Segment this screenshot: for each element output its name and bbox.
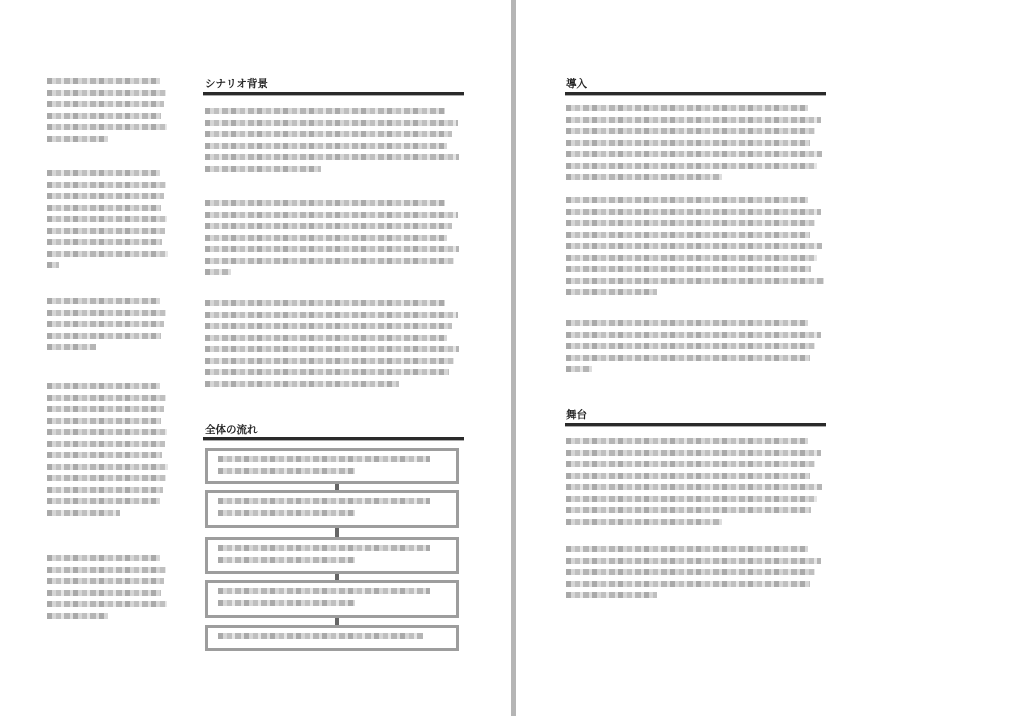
heading-stage: 舞台: [566, 409, 587, 421]
heading-rule: [203, 92, 464, 96]
heading-rule: [565, 423, 826, 427]
blurred-text-line: [566, 592, 657, 598]
blurred-text-line: [47, 601, 167, 607]
blurred-text-line: [566, 128, 815, 134]
blurred-text-line: [47, 452, 162, 458]
blurred-text-line: [566, 496, 817, 502]
blurred-text-line: [47, 113, 161, 119]
flow-step-box: [205, 448, 459, 484]
blurred-text-line: [47, 383, 160, 389]
blurred-text-line: [205, 131, 452, 137]
blurred-text-line: [205, 120, 458, 126]
blurred-text-line: [205, 154, 459, 160]
blurred-text-line: [47, 101, 164, 107]
blurred-text-line: [205, 108, 445, 114]
blurred-text-line: [47, 216, 167, 222]
blurred-text-line: [47, 578, 164, 584]
blurred-text-line: [566, 461, 815, 467]
blurred-text-line: [47, 310, 166, 316]
blurred-text-line: [205, 312, 458, 318]
blurred-text-line: [205, 200, 445, 206]
flow-arrow: [335, 618, 339, 625]
blurred-text-line: [205, 381, 399, 387]
blurred-text-line: [566, 546, 808, 552]
blurred-text-line: [566, 105, 808, 111]
blurred-text-line: [47, 228, 165, 234]
blurred-text-line: [566, 289, 657, 295]
blurred-text-line: [566, 220, 815, 226]
blurred-text-line: [566, 484, 822, 490]
blurred-text-line: [47, 590, 161, 596]
blurred-text-line: [566, 232, 810, 238]
left-page: [0, 0, 511, 716]
blurred-text-line: [566, 209, 821, 215]
blurred-text-line: [47, 344, 96, 350]
blurred-text-line: [218, 557, 355, 563]
flow-step-box: [205, 580, 459, 618]
blurred-text-line: [47, 406, 164, 412]
flow-arrow: [335, 528, 339, 537]
blurred-text-line: [47, 78, 160, 84]
blurred-text-line: [205, 369, 449, 375]
blurred-text-line: [47, 567, 166, 573]
blurred-text-line: [205, 223, 452, 229]
blurred-text-line: [566, 243, 822, 249]
blurred-text-line: [205, 258, 454, 264]
blurred-text-line: [47, 321, 164, 327]
blurred-text-line: [47, 418, 161, 424]
blurred-text-line: [566, 320, 808, 326]
flow-step-box: [205, 537, 459, 574]
blurred-text-line: [47, 90, 166, 96]
blurred-text-line: [47, 124, 167, 130]
blurred-text-line: [205, 346, 459, 352]
heading-scenario-background: シナリオ背景: [205, 78, 268, 90]
blurred-text-line: [47, 464, 168, 470]
blurred-text-line: [566, 438, 808, 444]
blurred-text-line: [566, 558, 821, 564]
blurred-text-line: [47, 475, 166, 481]
blurred-text-line: [205, 212, 458, 218]
flow-step-box: [205, 490, 459, 528]
blurred-text-line: [566, 266, 811, 272]
blurred-text-line: [566, 151, 822, 157]
blurred-text-line: [47, 205, 161, 211]
blurred-text-line: [566, 569, 815, 575]
blurred-text-line: [205, 269, 231, 275]
blurred-text-line: [566, 507, 811, 513]
blurred-text-line: [47, 395, 166, 401]
blurred-text-line: [218, 468, 355, 474]
blurred-text-line: [566, 163, 817, 169]
blurred-text-line: [566, 355, 810, 361]
blurred-text-line: [47, 555, 160, 561]
blurred-text-line: [47, 613, 108, 619]
blurred-text-line: [566, 473, 810, 479]
blurred-text-line: [566, 366, 592, 372]
blurred-text-line: [566, 117, 821, 123]
blurred-text-line: [218, 545, 430, 551]
blurred-text-line: [566, 197, 808, 203]
blurred-text-line: [566, 343, 815, 349]
right-page: [516, 0, 1024, 716]
blurred-text-line: [47, 262, 59, 268]
blurred-text-line: [47, 333, 161, 339]
blurred-text-line: [47, 298, 160, 304]
blurred-text-line: [218, 498, 430, 504]
blurred-text-line: [205, 143, 447, 149]
blurred-text-line: [205, 300, 445, 306]
blurred-text-line: [205, 335, 447, 341]
blurred-text-line: [566, 450, 821, 456]
blurred-text-line: [47, 239, 162, 245]
heading-overall-flow: 全体の流れ: [205, 424, 258, 436]
blurred-text-line: [47, 429, 167, 435]
blurred-text-line: [47, 170, 160, 176]
blurred-text-line: [566, 174, 722, 180]
blurred-text-line: [47, 487, 163, 493]
blurred-text-line: [47, 251, 168, 257]
heading-introduction: 導入: [566, 78, 587, 90]
blurred-text-line: [566, 332, 821, 338]
heading-rule: [203, 437, 464, 441]
blurred-text-line: [205, 323, 452, 329]
blurred-text-line: [566, 140, 810, 146]
blurred-text-line: [218, 600, 355, 606]
heading-rule: [565, 92, 826, 96]
blurred-text-line: [205, 358, 454, 364]
blurred-text-line: [205, 246, 459, 252]
blurred-text-line: [47, 182, 166, 188]
blurred-text-line: [566, 255, 817, 261]
blurred-text-line: [218, 510, 355, 516]
blurred-text-line: [205, 235, 447, 241]
blurred-text-line: [47, 136, 108, 142]
blurred-text-line: [47, 441, 165, 447]
blurred-text-line: [566, 519, 722, 525]
blurred-text-line: [218, 588, 430, 594]
blurred-text-line: [218, 633, 423, 639]
blurred-text-line: [205, 166, 321, 172]
blurred-text-line: [47, 498, 160, 504]
blurred-text-line: [566, 278, 824, 284]
blurred-text-line: [47, 510, 120, 516]
blurred-text-line: [218, 456, 430, 462]
blurred-text-line: [566, 581, 810, 587]
blurred-text-line: [47, 193, 164, 199]
